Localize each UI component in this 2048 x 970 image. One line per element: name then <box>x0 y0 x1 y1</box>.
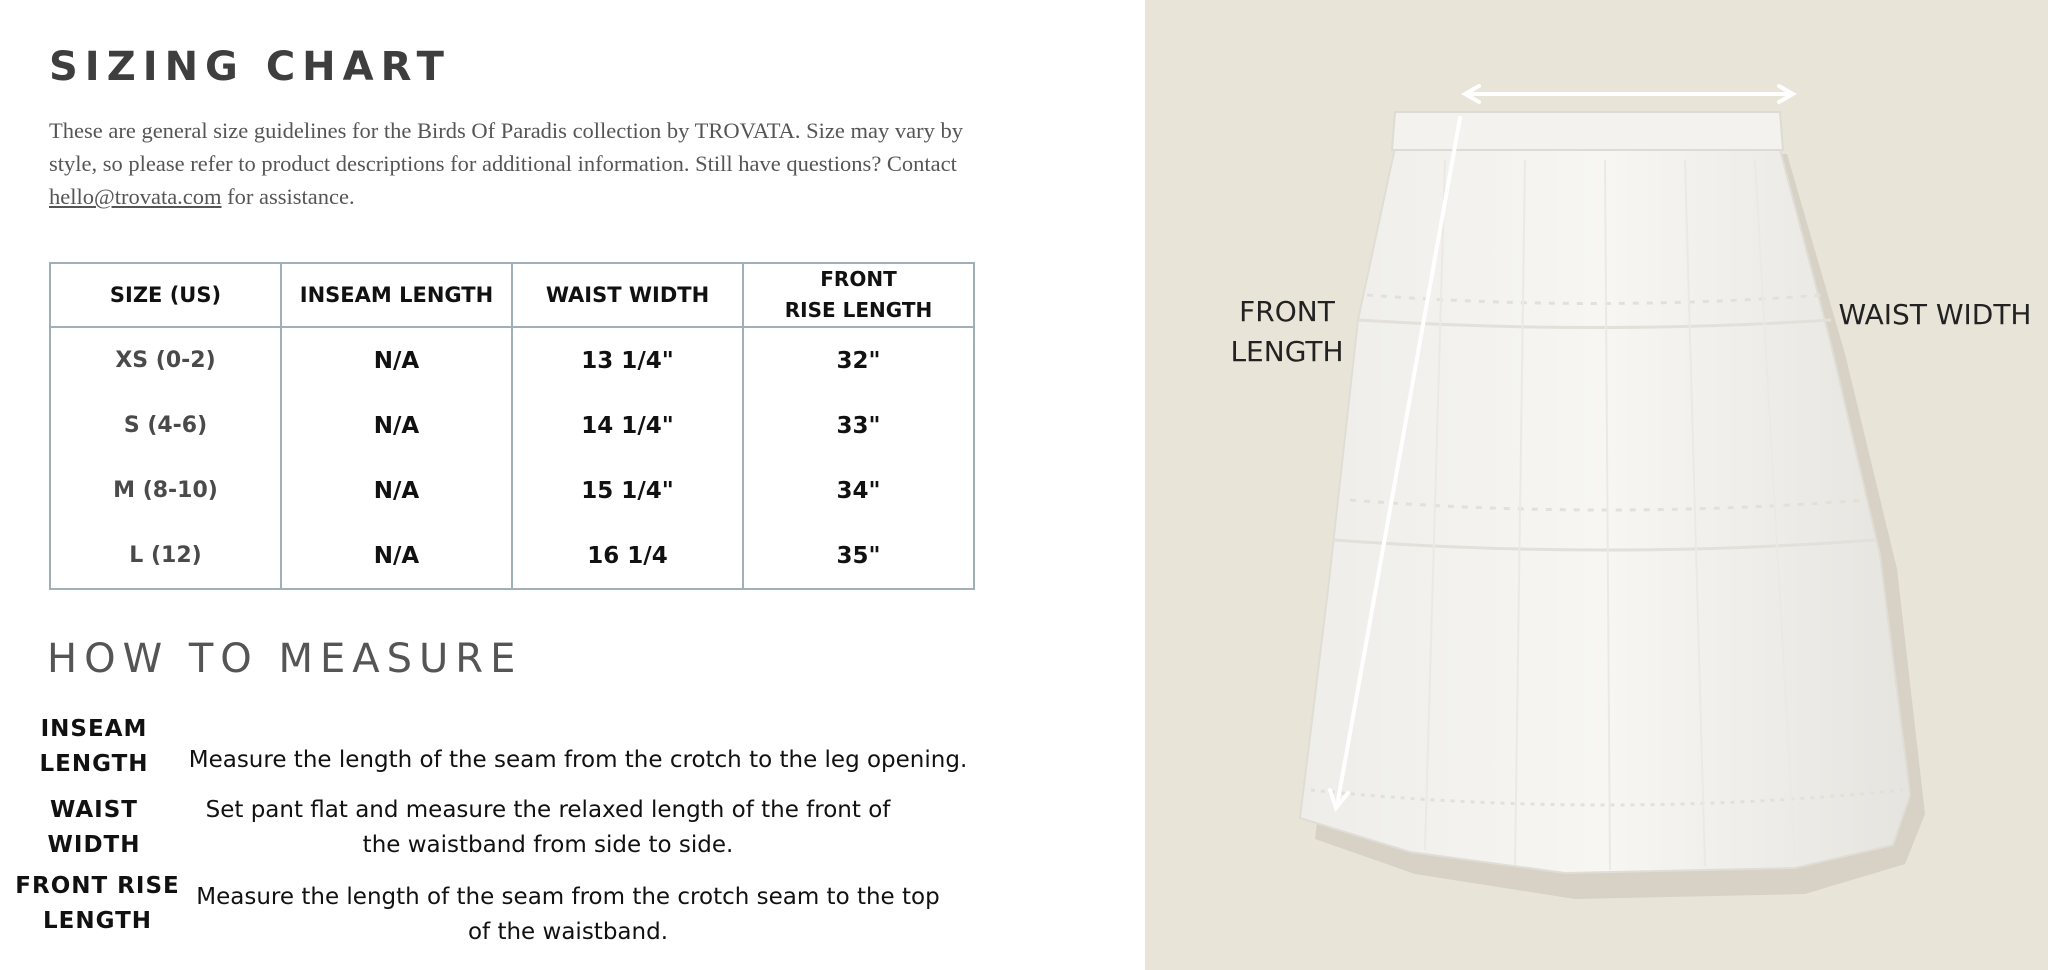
measure-desc-line1: Measure the length of the seam from the crotch seam to the top <box>196 884 940 910</box>
rise-cell: 35" <box>743 523 974 589</box>
measure-desc-line2: of the waistband. <box>467 919 668 945</box>
size-table <box>49 262 975 590</box>
column-header-size: SIZE (US) <box>50 263 281 327</box>
column-header-waist: WAIST WIDTH <box>512 263 743 327</box>
front-length-label-line2: LENGTH <box>1230 335 1344 368</box>
column-header-inseam: INSEAM LENGTH <box>281 263 512 327</box>
measure-desc-line1: Set pant flat and measure the relaxed length of the front of <box>205 797 891 823</box>
measure-desc-front-rise <box>188 880 948 950</box>
rise-cell: 32" <box>743 327 974 393</box>
column-header-front-rise <box>743 263 974 327</box>
product-diagram-panel <box>1145 0 2048 970</box>
column-header-front-rise-line2: RISE LENGTH <box>784 298 933 322</box>
measure-desc-line2: the waistband from side to side. <box>362 832 734 858</box>
measure-label-waist <box>20 793 168 863</box>
table-header-row <box>50 263 974 327</box>
measure-label-line2: LENGTH <box>42 908 153 934</box>
measure-desc-inseam <box>178 743 978 778</box>
table-row <box>50 458 974 523</box>
inseam-cell: N/A <box>281 393 512 458</box>
size-cell: M (8-10) <box>50 458 281 523</box>
size-cell: XS (0-2) <box>50 327 281 393</box>
waist-cell: 14 1/4" <box>512 393 743 458</box>
measure-label-line1: FRONT RISE <box>15 873 180 899</box>
inseam-cell: N/A <box>281 458 512 523</box>
measure-label-line1: WAIST <box>50 797 138 823</box>
measure-label-line2: WIDTH <box>47 832 141 858</box>
table-row <box>50 327 974 393</box>
intro-text: These are general size guidelines for the Birds Of Paradis collection by TROVATA. Size may vary by style, so please refer to product descriptions for additional information. Still have questions? Contact <box>49 118 963 176</box>
waist-width-arrow <box>1465 86 1793 102</box>
waist-cell: 13 1/4" <box>512 327 743 393</box>
size-cell: S (4-6) <box>50 393 281 458</box>
table-row <box>50 393 974 458</box>
waist-cell: 15 1/4" <box>512 458 743 523</box>
contact-email-link[interactable]: hello@trovata.com <box>49 184 222 209</box>
inseam-cell: N/A <box>281 327 512 393</box>
measure-label-front-rise <box>10 869 185 939</box>
waist-width-label: WAIST WIDTH <box>1838 298 2032 331</box>
size-cell: L (12) <box>50 523 281 589</box>
rise-cell: 33" <box>743 393 974 458</box>
intro-text-end: for assistance. <box>221 184 355 209</box>
front-length-label <box>1207 292 1367 372</box>
page-title: SIZING CHART <box>49 44 451 90</box>
column-header-front-rise-line1: FRONT <box>820 267 897 291</box>
front-length-label-line1: FRONT <box>1239 295 1335 328</box>
skirt-diagram <box>1145 0 2048 970</box>
skirt-waistband <box>1392 112 1783 150</box>
measure-label-inseam <box>20 712 168 782</box>
how-to-measure-heading: HOW TO MEASURE <box>47 636 523 682</box>
measure-desc-line1: Measure the length of the seam from the crotch to the leg opening. <box>188 747 968 773</box>
measure-label-line1: INSEAM <box>40 716 148 742</box>
measure-desc-waist <box>178 793 918 863</box>
table-row <box>50 523 974 589</box>
rise-cell: 34" <box>743 458 974 523</box>
waist-cell: 16 1/4 <box>512 523 743 589</box>
intro-paragraph <box>49 114 979 213</box>
inseam-cell: N/A <box>281 523 512 589</box>
measure-label-line2: LENGTH <box>39 751 149 777</box>
